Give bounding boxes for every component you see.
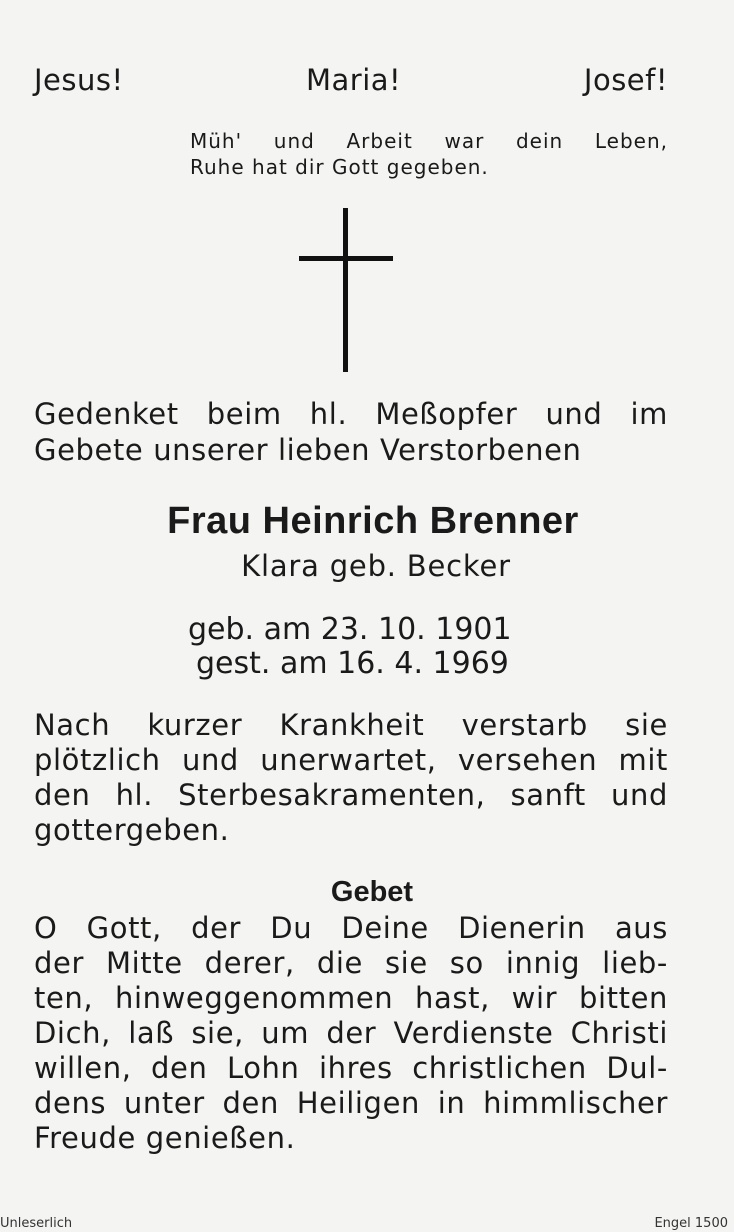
cross-horizontal-beam <box>299 256 393 261</box>
footer-left-text: Unleserlich <box>0 1216 73 1231</box>
text-line-1: Nach kurzer Krankheit verstarb sie <box>34 708 668 742</box>
prayer-heading: Gebet <box>330 876 414 908</box>
prayer-line-4: Dich, laß sie, um der Verdienste Christi <box>34 1016 668 1050</box>
header-josef: Josef! <box>583 63 668 97</box>
header-jesus: Jesus! <box>34 63 124 97</box>
header-maria: Maria! <box>306 63 402 97</box>
text-line-2: plötzlich und unerwartet, versehen mit <box>34 743 668 777</box>
footer-right-text: Engel 1500 <box>654 1216 728 1231</box>
intro-line-1: Gedenket beim hl. Meßopfer und im <box>34 397 668 431</box>
prayer-line-2: der Mitte derer, die sie so innig lieb- <box>34 946 668 980</box>
text-line-4: gottergeben. <box>34 813 230 847</box>
deceased-name: Frau Heinrich Brenner <box>167 500 579 542</box>
intro-line-2: Gebete unserer lieben Verstorbenen <box>34 433 582 467</box>
birth-date: geb. am 23. 10. 1901 <box>188 612 512 647</box>
verse-line-1: Müh' und Arbeit war dein Leben, <box>190 129 668 153</box>
death-date: gest. am 16. 4. 1969 <box>196 646 509 681</box>
text-line-3: den hl. Sterbesakramenten, sanft und <box>34 778 668 812</box>
verse-line-2: Ruhe hat dir Gott gegeben. <box>190 155 489 179</box>
prayer-line-3: ten, hinweggenommen hast, wir bitten <box>34 981 668 1015</box>
prayer-line-5: willen, den Lohn ihres christlichen Dul- <box>34 1051 668 1085</box>
prayer-line-7: Freude genießen. <box>34 1121 296 1155</box>
prayer-line-1: O Gott, der Du Deine Dienerin aus <box>34 911 668 945</box>
maiden-name: Klara geb. Becker <box>241 549 511 583</box>
prayer-line-6: dens unter den Heiligen in himmlischer <box>34 1086 668 1120</box>
cross-vertical-beam <box>343 208 348 372</box>
